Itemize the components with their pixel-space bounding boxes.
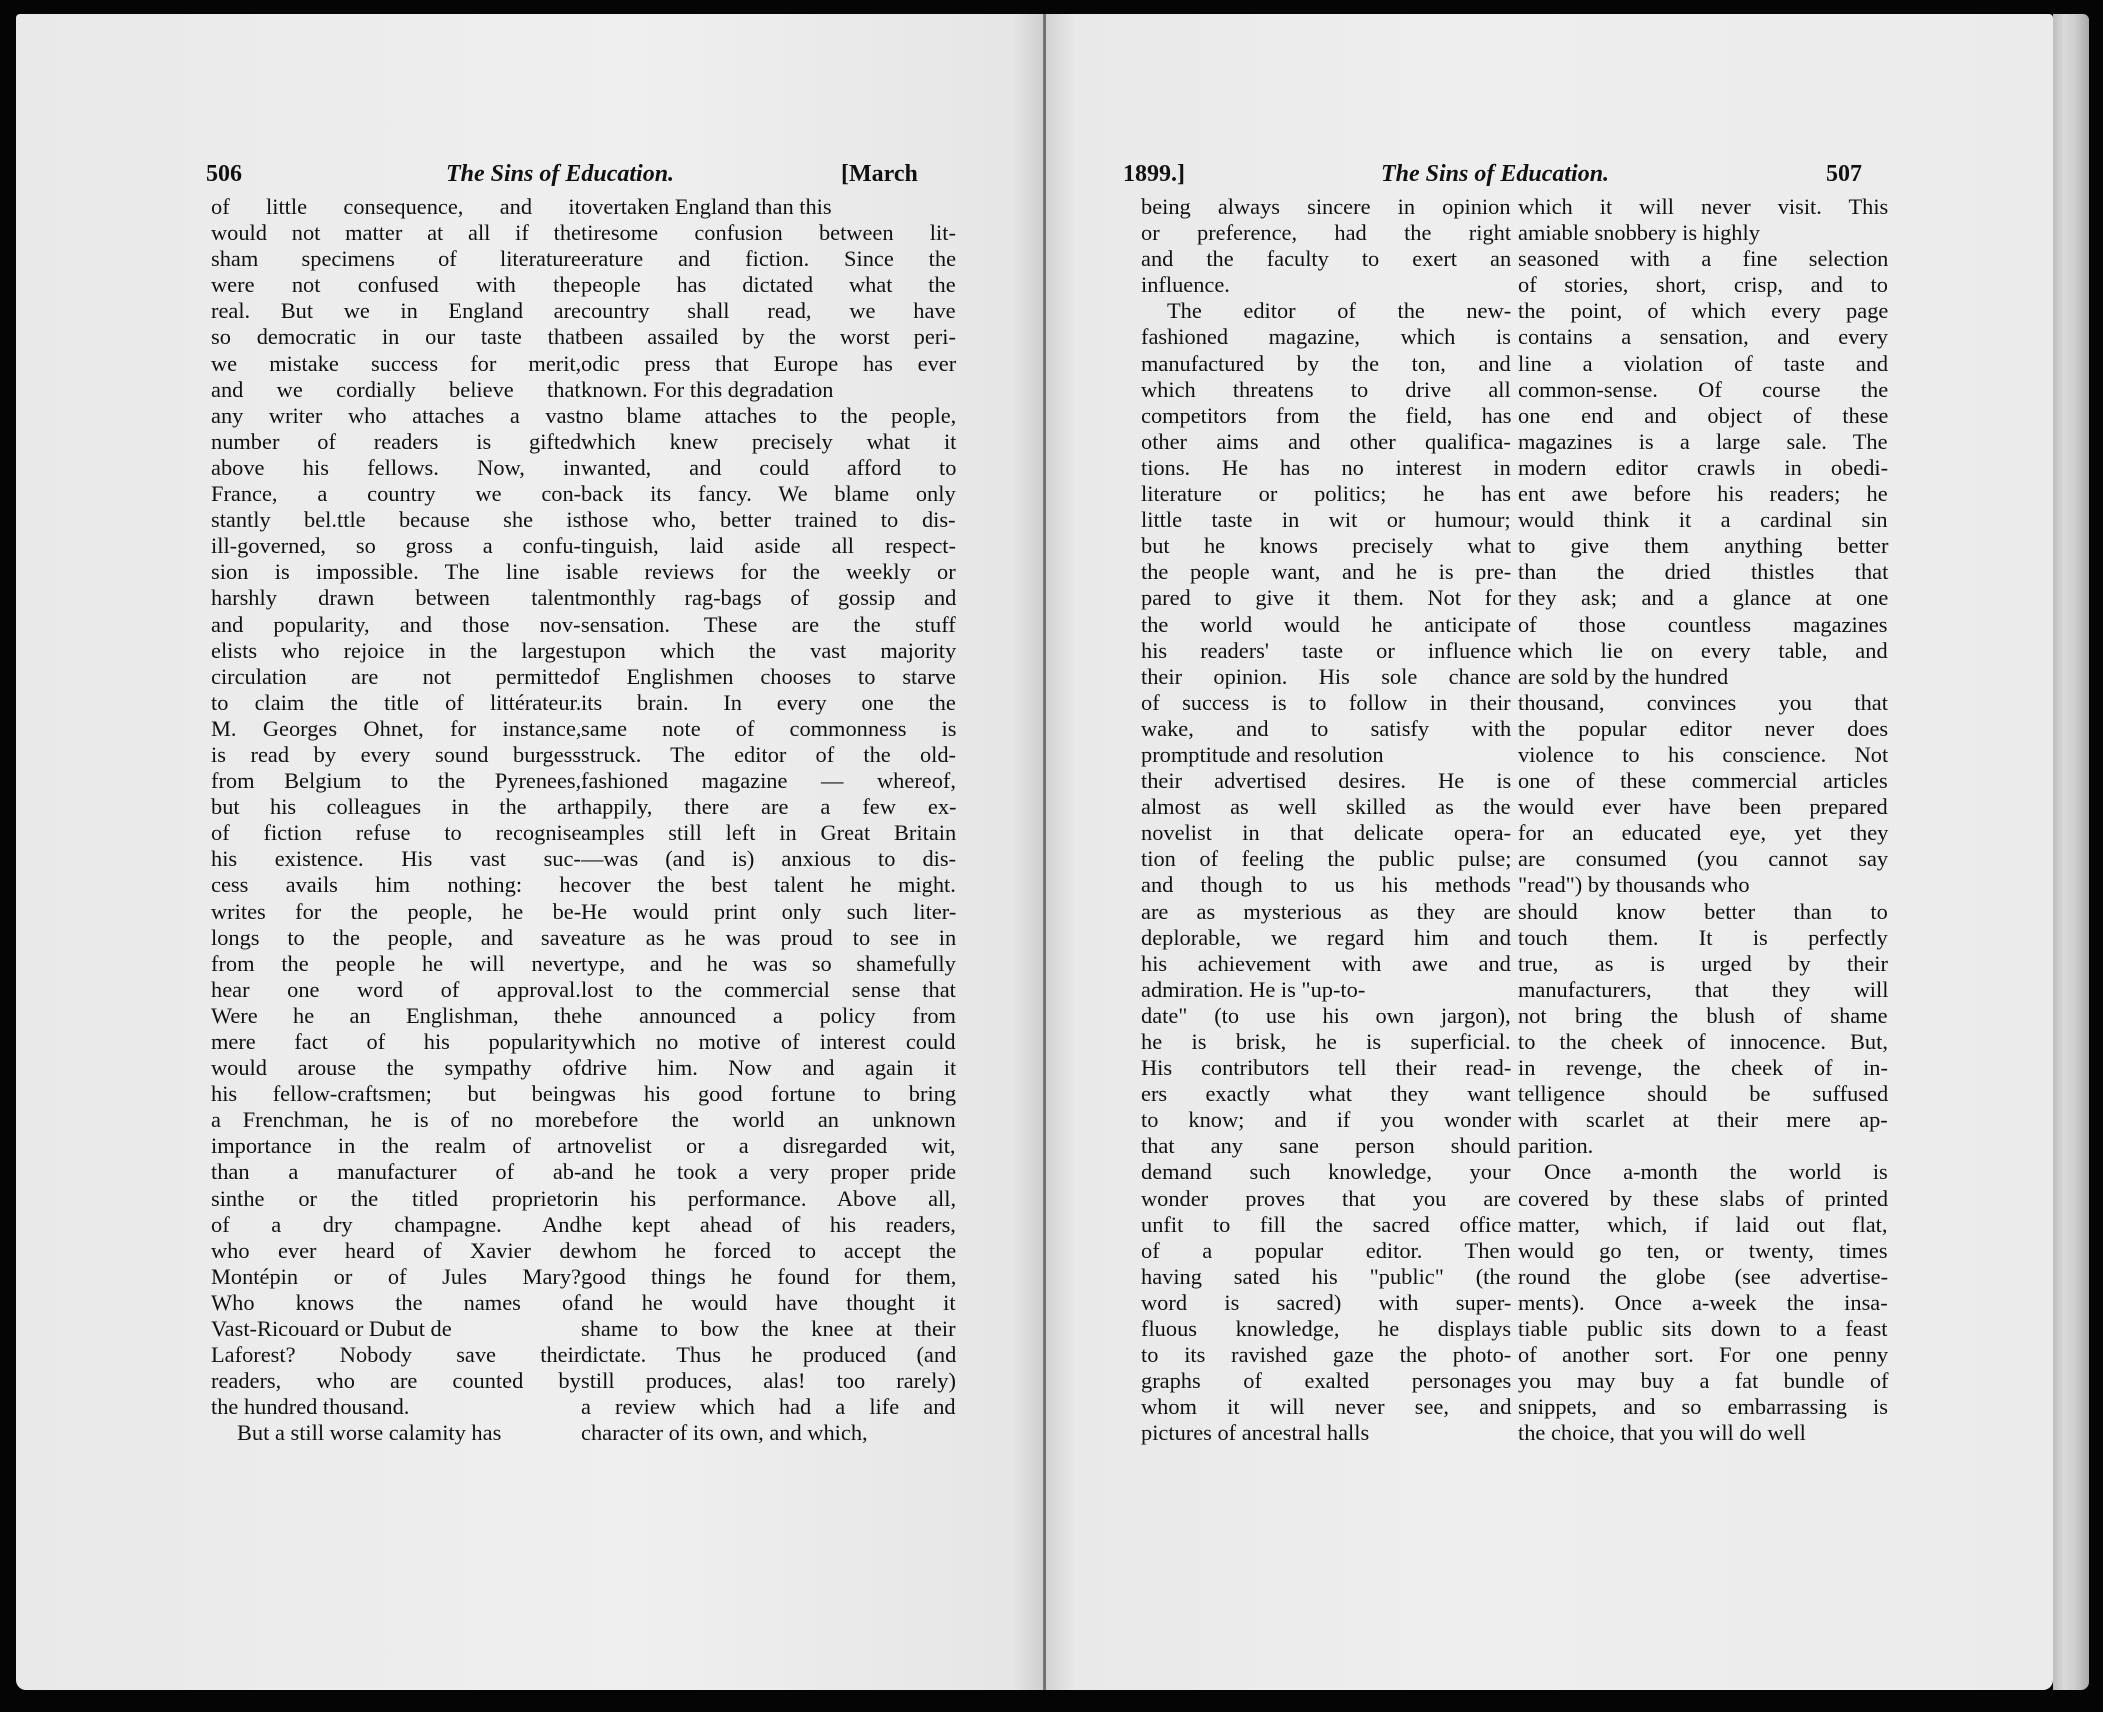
- text-line: Once a-month the world is: [1544, 1159, 1888, 1185]
- text-line: manufactured by the ton, and: [1141, 350, 1511, 376]
- text-line: tiresome confusion between lit-: [581, 220, 956, 246]
- text-line: of a dry champagne. And: [211, 1211, 581, 1237]
- page-edge-stack: [2053, 14, 2089, 1690]
- text-line: admiration. He is "up-to-: [1141, 976, 1366, 1002]
- text-line: the hundred thousand.: [211, 1394, 410, 1420]
- text-line: touch them. It is perfectly: [1518, 924, 1888, 950]
- text-line: ature as he was proud to see in: [581, 924, 957, 950]
- text-line: importance in the realm of art: [211, 1133, 581, 1159]
- text-line: would think it a cardinal sin: [1518, 507, 1888, 533]
- right-page: [1046, 14, 2053, 1690]
- text-line: number of readers is gifted: [211, 428, 582, 454]
- text-line: their advertised desires. He is: [1141, 768, 1512, 794]
- text-line: promptitude and resolution: [1141, 741, 1384, 767]
- text-line: hear one word of approval.: [211, 976, 581, 1002]
- text-line: ers exactly what they want: [1141, 1081, 1511, 1107]
- text-line: sinthe or the titled proprietor: [211, 1185, 582, 1211]
- text-line: a Frenchman, he is of no more: [211, 1107, 581, 1133]
- text-line: —was (and is) anxious to dis-: [581, 846, 957, 872]
- text-line: harshly drawn between talent: [211, 585, 582, 611]
- text-line: But a still worse calamity has: [237, 1420, 502, 1446]
- text-line: struck. The editor of the old-: [581, 741, 957, 767]
- text-line: round the globe (see advertise-: [1518, 1263, 1889, 1289]
- text-line: line a violation of taste and: [1518, 350, 1889, 376]
- text-line: and the faculty to exert an: [1141, 246, 1512, 272]
- text-line: violence to his conscience. Not: [1518, 741, 1889, 767]
- text-line: which threatens to drive all: [1141, 376, 1511, 402]
- text-line: real. But we in England are: [211, 298, 581, 324]
- text-line: sham specimens of literature: [211, 246, 581, 272]
- text-line: ments). Once a-week the insa-: [1518, 1289, 1888, 1315]
- text-line: shame to bow the knee at their: [581, 1316, 956, 1342]
- text-line: which no motive of interest could: [581, 1029, 956, 1054]
- text-line: would not matter at all if the: [211, 220, 581, 246]
- text-line: which knew precisely what it: [581, 428, 957, 454]
- text-line: M. Georges Ohnet, for instance,: [211, 715, 582, 741]
- left-running-title: The Sins of Education.: [446, 161, 675, 187]
- text-line: wanted, and could afford to: [581, 454, 957, 480]
- text-line: deplorable, we regard him and: [1141, 924, 1511, 950]
- text-line: or preference, had the right: [1141, 220, 1512, 246]
- text-line: Who knows the names of: [211, 1289, 581, 1315]
- text-line: novelist or a disregarded wit,: [581, 1133, 956, 1159]
- text-line: almost as well skilled as the: [1141, 794, 1511, 820]
- text-line: from the people he will never: [211, 950, 582, 976]
- text-line: was his good fortune to bring: [581, 1081, 957, 1107]
- text-line: literature or politics; he has: [1141, 481, 1511, 507]
- text-line: dictate. Thus he produced (and: [581, 1342, 957, 1368]
- right-page-column-2: [1518, 194, 1888, 1447]
- text-line: of stories, short, crisp, and to: [1518, 272, 1888, 298]
- text-line: monthly rag-bags of gossip and: [581, 585, 957, 611]
- text-line: any writer who attaches a vast: [211, 402, 582, 428]
- text-line: odic press that Europe has ever: [581, 350, 957, 376]
- text-line: should know better than to: [1518, 898, 1888, 924]
- text-line: he announced a policy from: [581, 1002, 956, 1028]
- text-line: "read") by thousands who: [1518, 872, 1750, 898]
- text-line: he is brisk, he is superficial.: [1141, 1029, 1511, 1054]
- text-line: a review which had a life and: [581, 1394, 956, 1420]
- text-line: tiable public sits down to a feast: [1518, 1316, 1888, 1342]
- text-line: snippets, and so embarrassing is: [1518, 1394, 1888, 1420]
- text-line: little taste in wit or humour;: [1141, 507, 1511, 533]
- text-line: is read by every sound burgess: [211, 741, 582, 767]
- right-running-title: The Sins of Education.: [1381, 161, 1610, 187]
- text-line: amples still left in Great Britain: [581, 820, 957, 846]
- text-line: drive him. Now and again it: [581, 1055, 957, 1081]
- text-line: above his fellows. Now, in: [211, 454, 581, 480]
- text-line: they ask; and a glance at one: [1518, 585, 1889, 611]
- text-line: in his performance. Above all,: [581, 1185, 957, 1211]
- text-line: circulation are not permitted: [211, 663, 582, 689]
- text-line: lost to the commercial sense that: [581, 976, 956, 1002]
- text-line: His contributors tell their read-: [1141, 1055, 1512, 1081]
- text-line: and we cordially believe that: [211, 376, 581, 402]
- text-line: seasoned with a fine selection: [1518, 246, 1889, 272]
- text-line: but he knows precisely what: [1141, 533, 1511, 559]
- text-line: Were he an Englishman, the: [211, 1002, 582, 1028]
- text-line: tion of feeling the public pulse;: [1141, 846, 1512, 872]
- text-line: of success is to follow in their: [1141, 689, 1511, 715]
- text-line: ill-governed, so gross a confu-: [211, 533, 581, 559]
- right-running-year: 1899.]: [1123, 161, 1185, 187]
- text-line: fashioned magazine, which is: [1141, 324, 1511, 350]
- text-line: to know; and if you wonder: [1141, 1107, 1512, 1133]
- text-line: other aims and other qualifica-: [1141, 428, 1511, 454]
- text-line: fluous knowledge, he displays: [1141, 1316, 1512, 1342]
- text-line: upon which the vast majority: [581, 637, 957, 663]
- text-line: writes for the people, he be-: [211, 898, 582, 924]
- text-line: with scarlet at their mere ap-: [1518, 1107, 1888, 1133]
- text-line: would ever have been prepared: [1518, 794, 1888, 820]
- text-line: sion is impossible. The line is: [211, 559, 581, 585]
- text-line: Vast-Ricouard or Dubut de: [211, 1316, 452, 1342]
- text-line: which it will never visit. This: [1518, 194, 1889, 219]
- text-line: pared to give it them. Not for: [1141, 585, 1511, 611]
- text-line: whom it will never see, and: [1141, 1394, 1512, 1420]
- text-line: the choice, that you will do well: [1518, 1420, 1806, 1446]
- text-line: elists who rejoice in the largest: [211, 637, 581, 663]
- text-line: influence.: [1141, 272, 1230, 298]
- text-line: tinguish, laid aside all respect-: [581, 533, 956, 559]
- text-line: overtaken England than this: [581, 194, 832, 219]
- text-line: graphs of exalted personages: [1141, 1368, 1512, 1394]
- text-line: his achievement with awe and: [1141, 950, 1511, 976]
- text-line: modern editor crawls in obedi-: [1518, 454, 1889, 480]
- text-line: so democratic in our taste that: [211, 324, 582, 350]
- text-line: than a manufacturer of ab-: [211, 1159, 582, 1185]
- text-line: and he would have thought it: [581, 1289, 956, 1315]
- text-line: novelist in that delicate opera-: [1141, 820, 1512, 846]
- text-line: back its fancy. We blame only: [581, 481, 956, 507]
- text-line: true, as is urged by their: [1518, 950, 1888, 976]
- left-page-number: 506: [206, 161, 242, 187]
- text-line: date" (to use his own jargon),: [1141, 1002, 1511, 1028]
- text-line: to the cheek of innocence. But,: [1518, 1029, 1888, 1054]
- text-line: magazines is a large sale. The: [1518, 428, 1888, 454]
- text-line: manufacturers, that they will: [1518, 976, 1889, 1002]
- text-line: and he took a very proper pride: [581, 1159, 957, 1185]
- left-page: [16, 14, 1043, 1690]
- text-line: thousand, convinces you that: [1518, 689, 1888, 715]
- text-line: are as mysterious as they are: [1141, 898, 1511, 924]
- text-line: we mistake success for merit,: [211, 350, 582, 376]
- text-line: fashioned magazine — whereof,: [581, 768, 956, 794]
- left-page-column-1: [211, 194, 581, 1447]
- text-line: readers, who are counted by: [211, 1368, 581, 1394]
- text-line: word is sacred) with super-: [1141, 1289, 1512, 1315]
- right-page-column-1: [1141, 194, 1511, 1447]
- text-line: and popularity, and those nov-: [211, 611, 581, 637]
- text-line: in revenge, the cheek of in-: [1518, 1055, 1888, 1081]
- text-line: of another sort. For one penny: [1518, 1342, 1889, 1368]
- text-line: pictures of ancestral halls: [1141, 1420, 1370, 1446]
- text-line: one of these commercial articles: [1518, 768, 1888, 794]
- text-line: been assailed by the worst peri-: [581, 324, 956, 350]
- text-line: covered by these slabs of printed: [1518, 1185, 1889, 1211]
- text-line: Laforest? Nobody save their: [211, 1342, 582, 1368]
- text-line: you may buy a fat bundle of: [1518, 1368, 1889, 1394]
- text-line: known. For this degradation: [581, 376, 834, 402]
- text-line: not bring the blush of shame: [1518, 1002, 1888, 1028]
- text-line: he kept ahead of his readers,: [581, 1211, 956, 1237]
- text-line: of those countless magazines: [1518, 611, 1888, 637]
- text-line: to claim the title of littérateur.: [211, 689, 582, 715]
- text-line: sensation. These are the stuff: [581, 611, 956, 637]
- text-line: are consumed (you cannot say: [1518, 846, 1889, 872]
- text-line: stantly bel.ttle because she is: [211, 507, 582, 533]
- text-line: erature and fiction. Since the: [581, 246, 957, 272]
- text-line: for an educated eye, yet they: [1518, 820, 1889, 846]
- text-line: same note of commonness is: [581, 715, 957, 741]
- text-line: of little consequence, and it: [211, 194, 581, 219]
- text-line: having sated his "public" (the: [1141, 1263, 1511, 1289]
- right-page-number: 507: [1826, 161, 1862, 187]
- text-line: tions. He has no interest in: [1141, 454, 1511, 480]
- text-line: his readers' taste or influence: [1141, 637, 1512, 663]
- text-line: still produces, alas! too rarely): [581, 1368, 956, 1394]
- text-line: common-sense. Of course the: [1518, 376, 1889, 402]
- text-line: amiable snobbery is highly: [1518, 220, 1760, 246]
- text-line: matter, which, if laid out flat,: [1518, 1211, 1888, 1237]
- text-line: were not confused with the: [211, 272, 581, 298]
- text-line: would go ten, or twenty, times: [1518, 1237, 1888, 1263]
- text-line: the world would he anticipate: [1141, 611, 1512, 637]
- text-line: ent awe before his readers; he: [1518, 481, 1888, 507]
- text-line: than the dried thistles that: [1518, 559, 1889, 585]
- text-line: He would print only such liter-: [581, 898, 957, 924]
- text-line: being always sincere in opinion: [1141, 194, 1511, 219]
- text-line: and though to us his methods: [1141, 872, 1511, 898]
- text-line: Montépin or of Jules Mary?: [211, 1263, 581, 1289]
- text-line: their opinion. His sole chance: [1141, 663, 1511, 689]
- text-line: the popular editor never does: [1518, 715, 1889, 741]
- text-line: country shall read, we have: [581, 298, 956, 324]
- text-line: no blame attaches to the people,: [581, 402, 957, 428]
- text-line: mere fact of his popularity: [211, 1029, 581, 1054]
- text-line: would arouse the sympathy of: [211, 1055, 581, 1081]
- text-line: demand such knowledge, your: [1141, 1159, 1511, 1185]
- text-line: whom he forced to accept the: [581, 1237, 957, 1263]
- text-line: unfit to fill the sacred office: [1141, 1211, 1512, 1237]
- text-line: to its ravished gaze the photo-: [1141, 1342, 1512, 1368]
- text-line: The editor of the new-: [1167, 298, 1512, 324]
- text-line: France, a country we con-: [211, 481, 582, 507]
- text-line: wonder proves that you are: [1141, 1185, 1511, 1211]
- text-line: wake, and to satisfy with: [1141, 715, 1512, 741]
- text-line: happily, there are a few ex-: [581, 794, 957, 820]
- text-line: that any sane person should: [1141, 1133, 1511, 1159]
- text-line: one end and object of these: [1518, 402, 1889, 428]
- text-line: who ever heard of Xavier de: [211, 1237, 581, 1263]
- text-line: people has dictated what the: [581, 272, 956, 298]
- text-line: to give them anything better: [1518, 533, 1889, 559]
- text-line: those who, better trained to dis-: [581, 507, 956, 533]
- text-line: parition.: [1518, 1133, 1594, 1159]
- left-page-column-2: [581, 194, 956, 1447]
- text-line: but his colleagues in the art: [211, 794, 581, 820]
- text-line: from Belgium to the Pyrenees,: [211, 768, 582, 794]
- text-line: telligence should be suffused: [1518, 1081, 1889, 1107]
- left-running-month: [March: [841, 161, 918, 187]
- text-line: cess avails him nothing: he: [211, 872, 581, 898]
- text-line: cover the best talent he might.: [581, 872, 956, 898]
- text-line: which lie on every table, and: [1518, 637, 1888, 663]
- text-line: his fellow-craftsmen; but being: [211, 1081, 582, 1107]
- text-line: are sold by the hundred: [1518, 663, 1729, 689]
- text-line: good things he found for them,: [581, 1263, 957, 1289]
- text-line: of Englishmen chooses to starve: [581, 663, 956, 689]
- text-line: the point, of which every page: [1518, 298, 1889, 324]
- text-line: character of its own, and which,: [581, 1420, 868, 1446]
- text-line: before the world an unknown: [581, 1107, 956, 1133]
- text-line: of a popular editor. Then: [1141, 1237, 1511, 1263]
- text-line: longs to the people, and save: [211, 924, 581, 950]
- text-line: his existence. His vast suc-: [211, 846, 581, 872]
- text-line: of fiction refuse to recognise: [211, 820, 582, 846]
- text-line: its brain. In every one the: [581, 689, 956, 715]
- text-line: type, and he was so shamefully: [581, 950, 956, 976]
- text-line: contains a sensation, and every: [1518, 324, 1888, 350]
- text-line: competitors from the field, has: [1141, 402, 1512, 428]
- text-line: able reviews for the weekly or: [581, 559, 956, 585]
- text-line: the people want, and he is pre-: [1141, 559, 1512, 585]
